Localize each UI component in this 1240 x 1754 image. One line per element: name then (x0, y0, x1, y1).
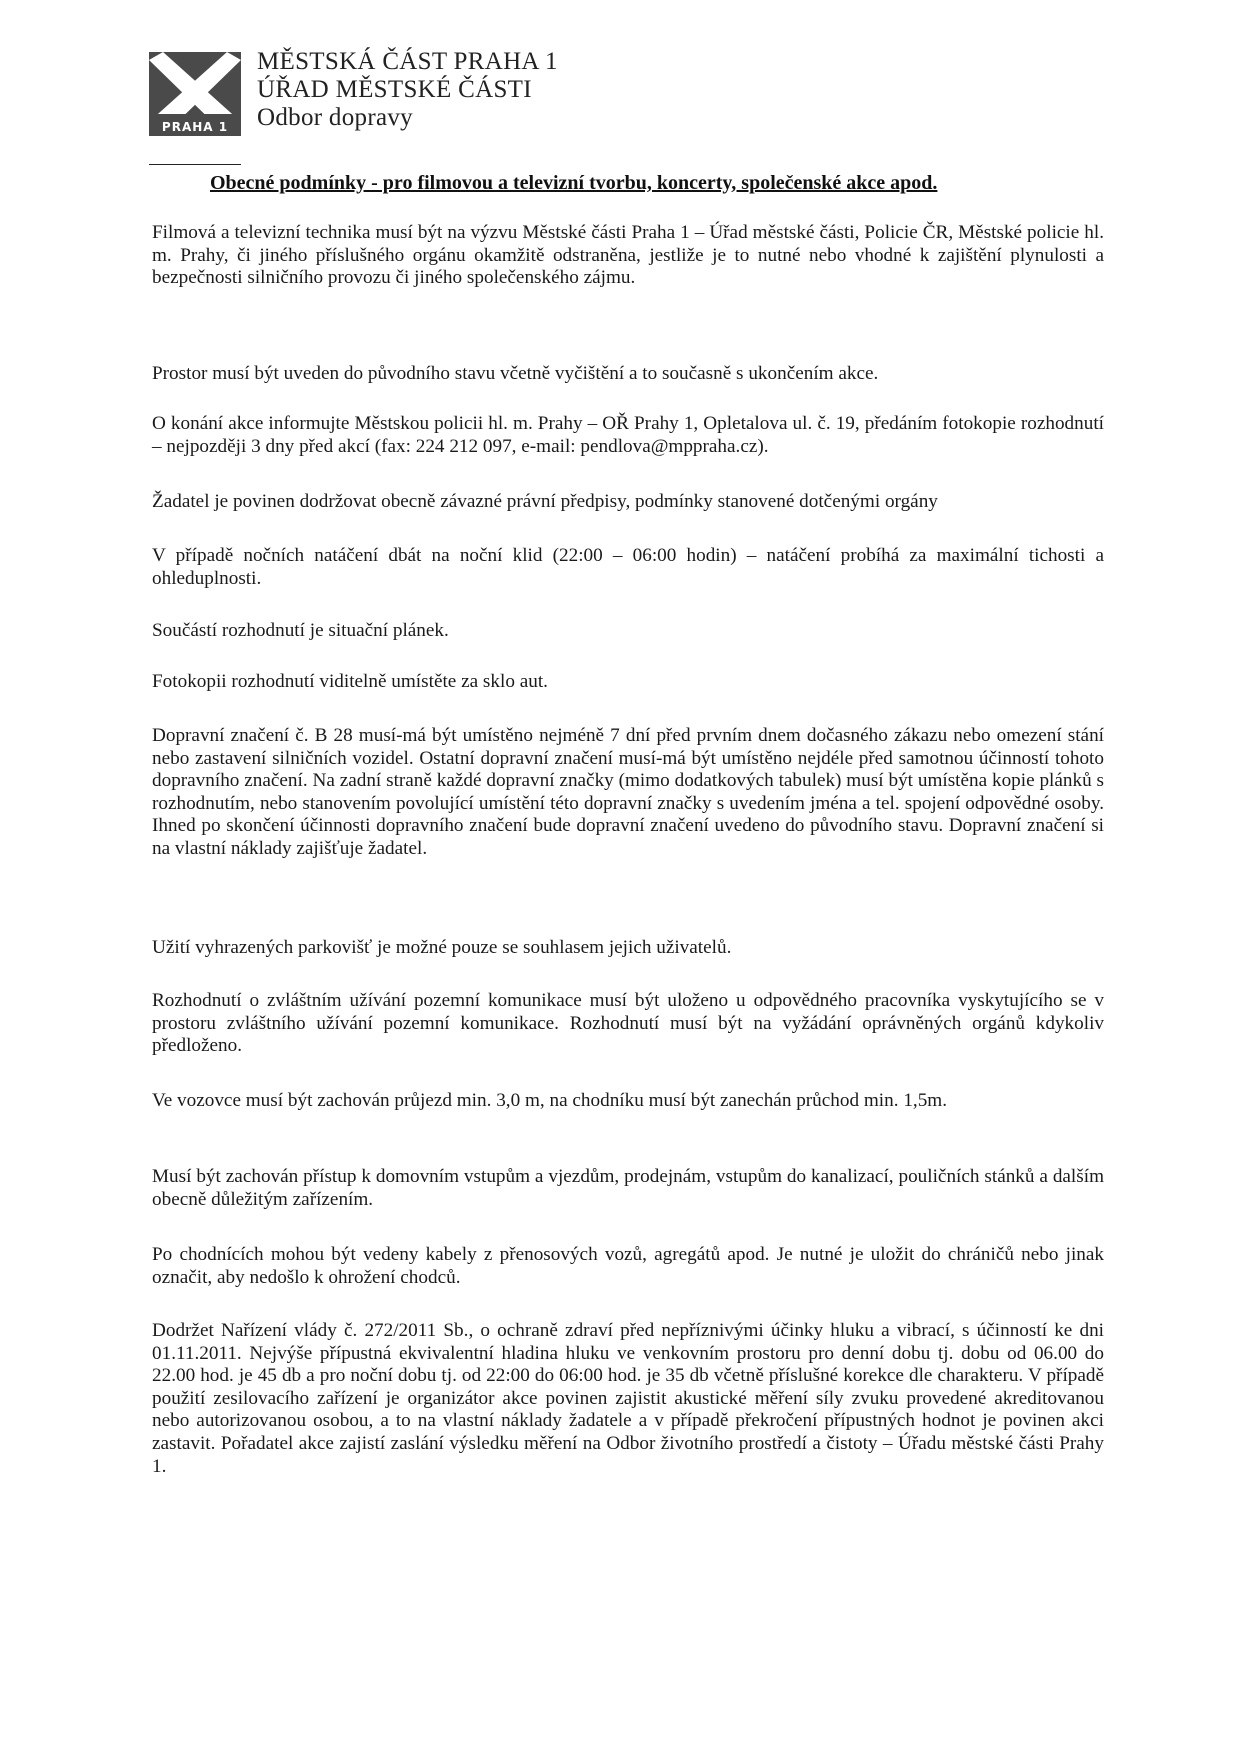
paragraph-technika: Filmová a televizní technika musí být na výzvu Městské části Praha 1 – Úřad městské části, Policie ČR, Městské policie hl. m. Prahy, či jiného příslušného orgánu okamžitě odstraněna, jestliže je to nutné nebo vhodné k zajištění plynulosti a bezpečnosti silničního provozu či jiného společenského zájmu. (152, 222, 1104, 289)
praha1-logo (149, 52, 241, 136)
paragraph-nocni-klid: V případě nočních natáčení dbát na noční klid (22:00 – 06:00 hodin) – natáčení probíhá za maximální tichosti a ohleduplnosti. (152, 545, 1104, 589)
paragraph-pruchod: Ve vozovce musí být zachován průjezd min. 3,0 m, na chodníku musí být zanechán průchod min. 1,5m. (152, 1090, 948, 1111)
paragraph-fotokopie: Fotokopii rozhodnutí viditelně umístěte za sklo aut. (152, 671, 548, 692)
paragraph-dopravni-znaceni: Dopravní značení č. B 28 musí-má být umístěno nejméně 7 dní před prvním dnem dočasného zákazu nebo omezení stání nebo zastavení silničních vozidel. Ostatní dopravní značení musí-má být umístěno nejdéle před samotnou účinností tohoto dopravního značení. Na zadní straně každé dopravní značky (mimo dodatkových tabulek) musí být umístěna kopie plánků s rozhodnutím, nebo stanovením povolující umístění této dopravní značky s uvedením jména a tel. spojení odpovědné osoby. Ihned po skončení účinnosti dopravního značení bude dopravní značení uvedeno do původního stavu. Dopravní značení si na vlastní náklady zajišťuje žadatel. (152, 725, 1104, 859)
paragraph-zadatel: Žadatel je povinen dodržovat obecně závazné právní předpisy, podmínky stanovené dotčenými orgány (152, 491, 938, 512)
paragraph-pristup: Musí být zachován přístup k domovním vstupům a vjezdům, prodejnám, vstupům do kanalizací, pouličních stánků a dalším obecně důležitým zařízením. (152, 1166, 1104, 1210)
header-line-district: MĚSTSKÁ ČÁST PRAHA 1 (257, 48, 558, 75)
header-line-department: Odbor dopravy (257, 104, 413, 131)
paragraph-situacni-planek: Součástí rozhodnutí je situační plánek. (152, 620, 449, 641)
paragraph-mestska-policie: O konání akce informujte Městskou policii hl. m. Prahy – OŘ Prahy 1, Opletalova ul. č. 19, předáním fotokopie rozhodnutí – nejpozději 3 dny před akcí (fax: 224 212 097, e-mail: pendlova@mppraha.cz). (152, 413, 1104, 457)
logo-text: PRAHA 1 (161, 120, 229, 134)
header-divider (149, 164, 241, 165)
document-title: Obecné podmínky - pro filmovou a televizní tvorbu, koncerty, společenské akce apod. (210, 172, 938, 194)
paragraph-rozhodnuti: Rozhodnutí o zvláštním užívání pozemní komunikace musí být uloženo u odpovědného pracovníka vyskytujícího se v prostoru zvláštního užívání pozemní komunikace. Rozhodnutí musí být na vyžádání oprávněných orgánů kdykoliv předloženo. (152, 990, 1104, 1057)
header-line-office: ÚŘAD MĚSTSKÉ ČÁSTI (257, 76, 532, 103)
paragraph-kabely: Po chodnících mohou být vedeny kabely z přenosových vozů, agregátů apod. Je nutné je uložit do chráničů nebo jinak označit, aby nedošlo k ohrožení chodců. (152, 1244, 1104, 1288)
paragraph-hluk: Dodržet Nařízení vlády č. 272/2011 Sb., o ochraně zdraví před nepříznivými účinky hluku a vibrací, s účinností ke dni 01.11.2011. Nejvýše přípustná ekvivalentní hladina hluku ve venkovním prostoru pro denní dobu tj. dobu od 06.00 do 22.00 hod. je 45 db a pro noční dobu tj. od 22:00 do 06:00 hod. je 35 db včetně příslušné korekce dle charakteru. V případě použití zesilovacího zařízení je organizátor akce povinen zajistit akustické měření síly zvuku provedené akreditovanou nebo autorizovanou osobou, a to na vlastní náklady žadatele a v případě překročení přípustných hodnot je povinen akci zastavit. Pořadatel akce zajistí zaslání výsledku měření na Odbor životního prostředí a čistoty – Úřadu městské části Prahy 1. (152, 1320, 1104, 1477)
paragraph-parkoviste: Užití vyhrazených parkovišť je možné pouze se souhlasem jejich uživatelů. (152, 937, 732, 958)
office-header (257, 48, 558, 132)
paragraph-prostor: Prostor musí být uveden do původního stavu včetně vyčištění a to současně s ukončením akce. (152, 363, 879, 384)
